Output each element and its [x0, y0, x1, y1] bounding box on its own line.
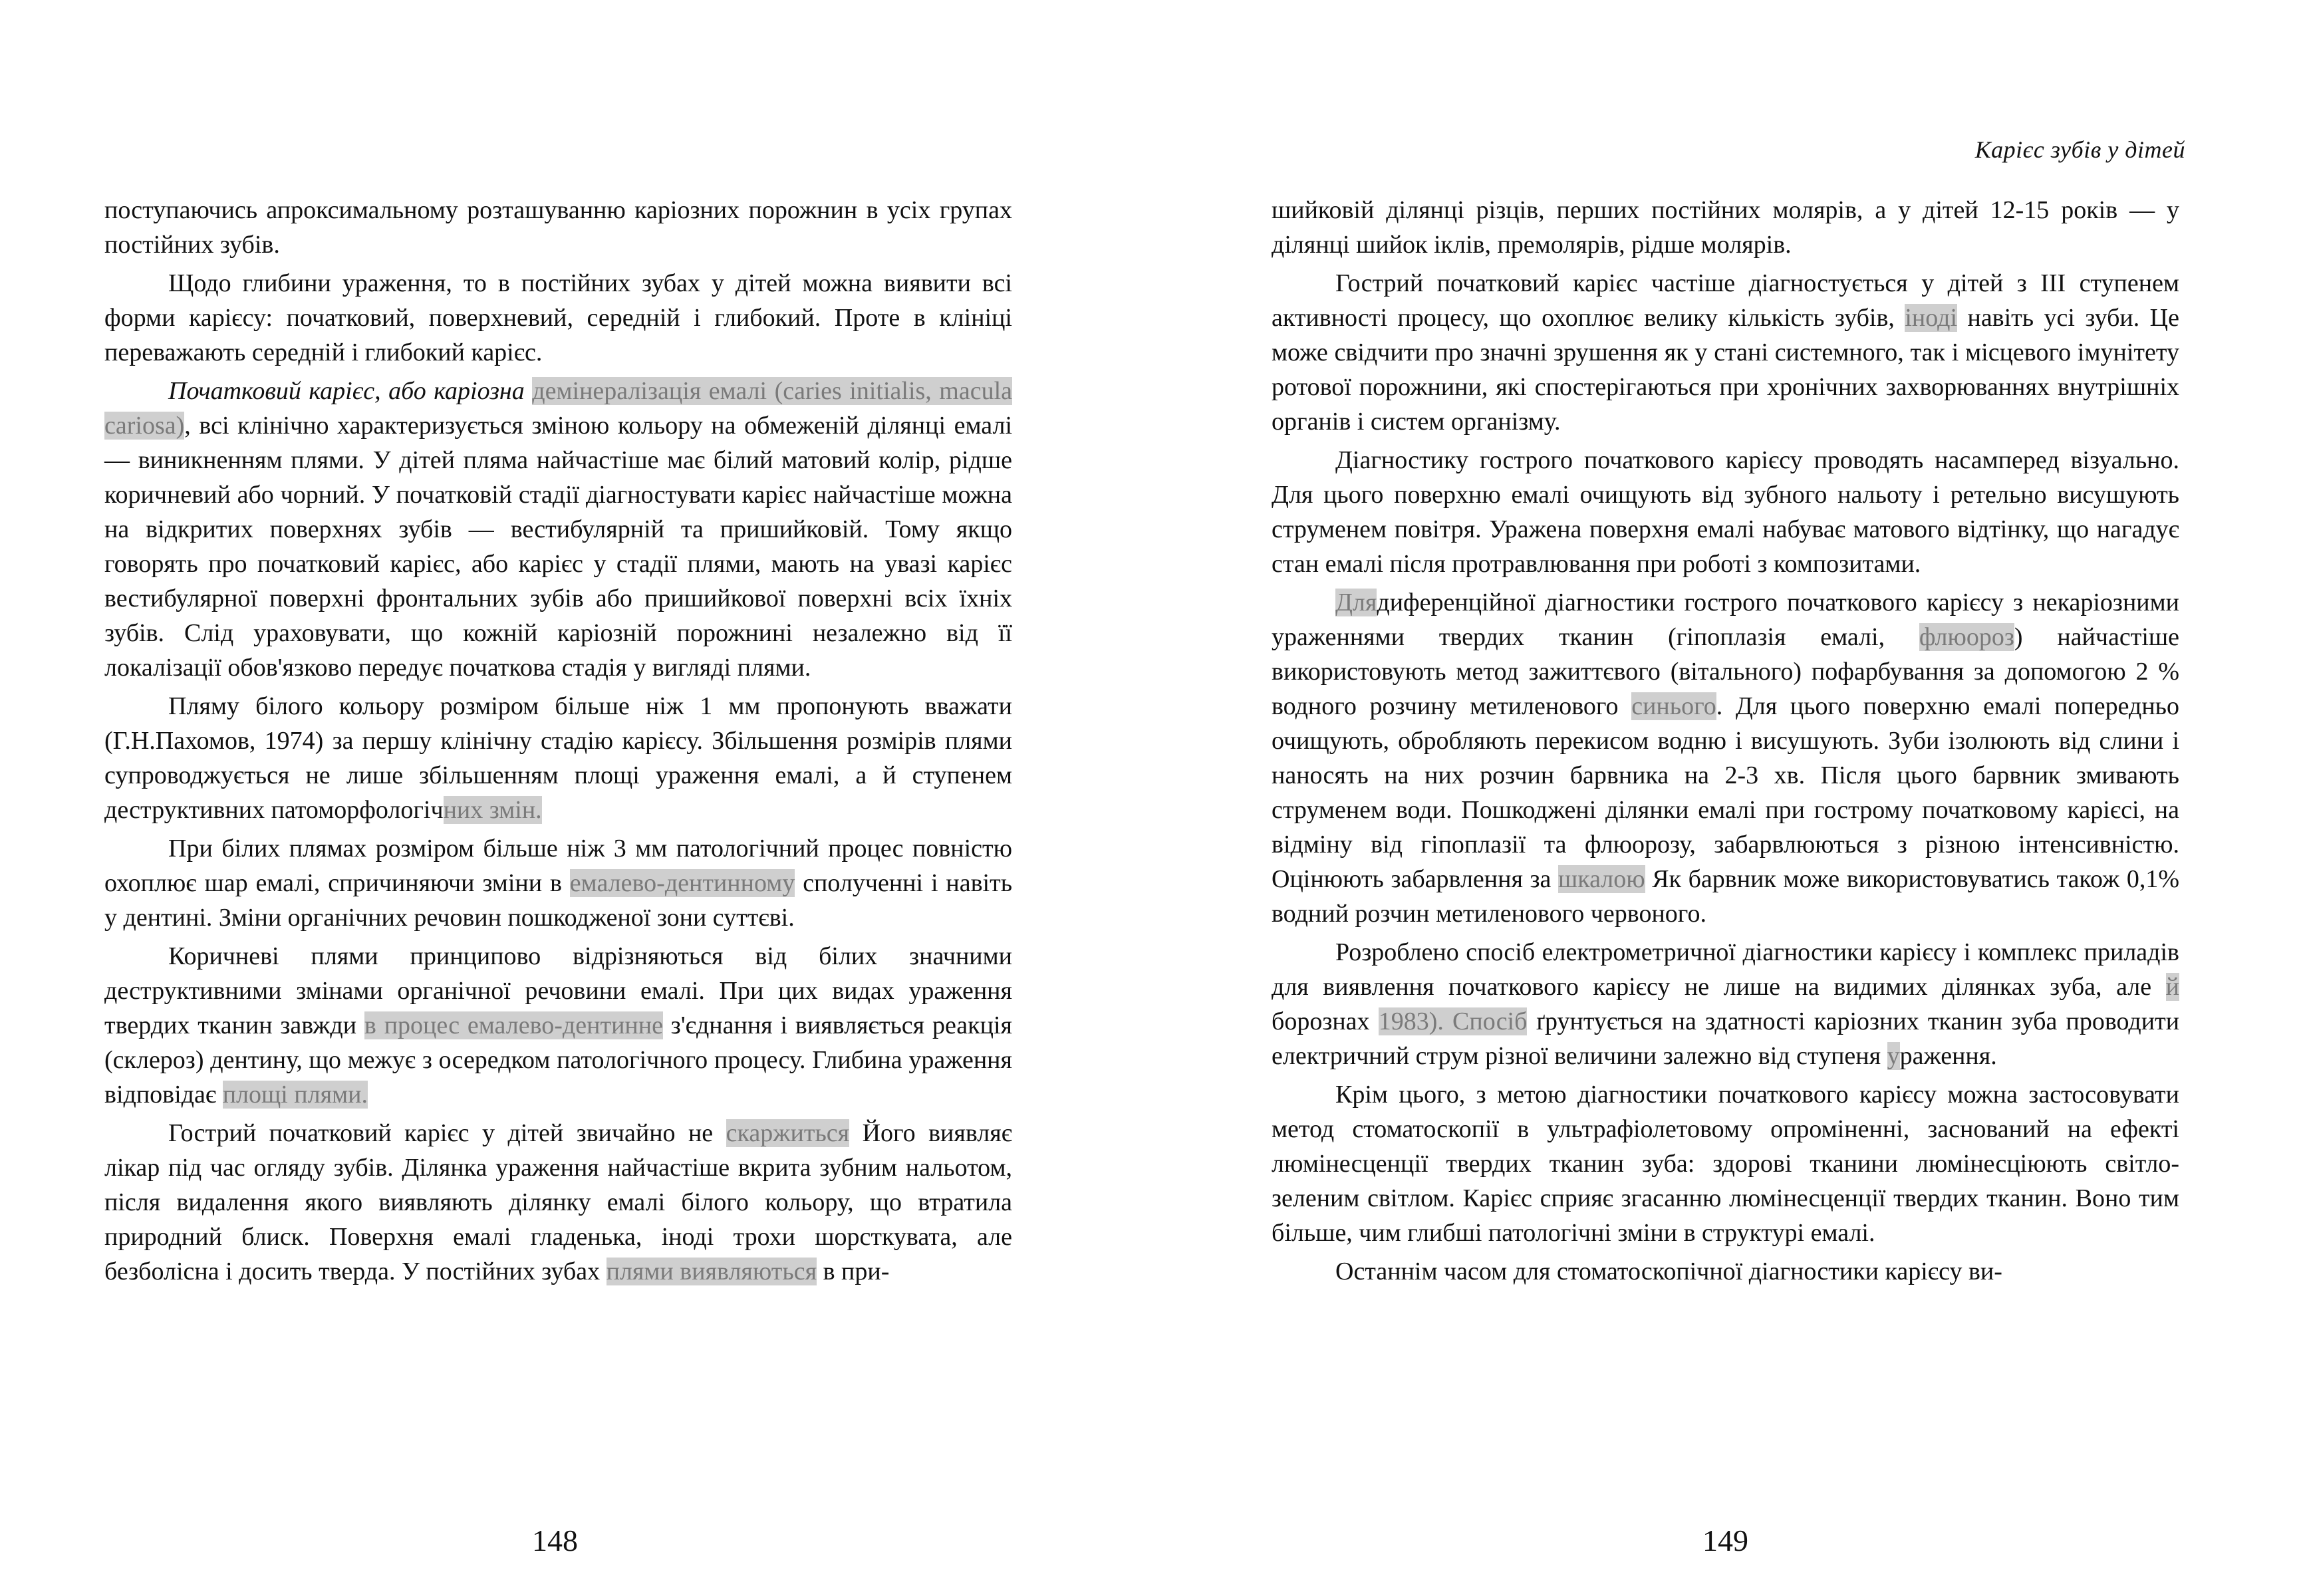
paragraph: Останнім часом для стоматоскопічної діагностики карієсу ви- — [1335, 1258, 2002, 1285]
highlighted-text: в процес емалево-дентинне — [364, 1011, 663, 1039]
highlighted-text: у — [1887, 1042, 1900, 1070]
paragraph: Пляму білого кольору розміром більше ніж 1 мм пропонують вважати (Г.Н.Пахомов, 1974) за першу клінічну стадію карієсу. Збільшення розмірів плями супроводжується не лише збільшенням площі ураження емалі, а й ступенем деструктивних патоморфологічних змін. — [104, 692, 1012, 824]
paragraph: Діагностику гострого початкового карієсу проводять насамперед візуально. Для цього поверхню емалі очищують від зубного нальоту і ретельно висушують струменем повітря. Уражена поверхня емалі набуває матового відтінку, що нагадує стан емалі після протравлювання при роботі з композитами. — [1272, 446, 2179, 578]
paragraph: Длядиференційної діагностики гострого початкового карієсу з некаріозними ураженнями твердих тканин (гіпоплазія емалі, флюороз) найчастіше використовують метод зажиттєвого (вітального) пофарбування за допомогою 2 % водного розчину метиленового синього. Для цього поверхню емалі попередньо очищують, обробляють перекисом водню і висушують. Зуби ізолюють від слини і наносять на них розчин барвника на 2-3 хв. Після цього барвник змивають струменем води. Пошкоджені ділянки емалі при гострому початковому карієсі, на відміну від гіпоплазії та флюорозу, забарвлюються з різною інтенсивністю. Оцінюють забарвлення за шкалою Як барвник може використовуватись також 0,1% водний розчин метиленового червоного. — [1272, 589, 2180, 928]
paragraph: Розроблено спосіб електрометричної діагностики карієсу і комплекс приладів для виявлення початкового карієсу не лише на видимих ділянках зуба, але й борознах 1983). Спосіб ґрунтується на здатності каріозних тканин зуба проводити електричний струм різної величини залежно від ступеня ураження. — [1272, 938, 2180, 1070]
highlighted-text: емалево-дентинному — [569, 869, 795, 897]
right-page — [1148, 0, 2297, 1596]
paragraph: Коричневі плями принципово відрізняються від білих значними деструктивними змінами органічної речовини емалі. При цих видах ураження твердих тканин завжди в процес емалево-дентинне з'єднання і виявляється реакція (склероз) дентину, що межує з осередком патологічного процесу. Глибина ураження відповідає площі плями. — [104, 942, 1012, 1109]
paragraph: Гострий початковий карієс у дітей звичайно не скаржиться Його виявляє лікар під час огляду зубів. Ділянка ураження найчастіше вкрита зубним нальотом, після видалення якого виявляють ділянку емалі білого кольору, що втратила природний блиск. Поверхня емалі гладенька, іноді трохи шорсткувата, але безболісна і досить тверда. У постійних зубах плями виявляються в при- — [104, 1119, 1013, 1285]
paragraph: При білих плямах розміром більше ніж 3 мм патологічний процес повністю охоплює шар емалі, спричиняючи зміни в емалево-дентинному сполученні і навіть у дентині. Зміни органічних речовин пошкодженої зони суттєві. — [104, 835, 1013, 932]
paragraph: поступаючись апроксимальному розташуванню каріозних порожнин в усіх групах постійних зубів. — [104, 196, 1012, 259]
highlighted-text: площі плями. — [222, 1081, 368, 1109]
paragraph: Початковий карієс, або каріозна демінералізація емалі (caries initialis, macula cariosa), всі клінічно характеризується зміною кольору на обмеженій ділянці емалі — виникненням плями. У дітей пляма найчастіше має білий матовий колір, рідше коричневий або чорний. У початковій стадії діагностувати карієс найчастіше можна на відкритих поверхнях зубів — вестибулярній та пришийковій. Тому якщо говорять про початковий карієс, або карієс у стадії плями, мають на увазі карієс вестибулярної поверхні фронтальних зубів або пришийкової поверхні всіх їхніх зубів. Слід ураховувати, що кожній каріозній порожнині незалежно від її локалізації обов'язково передує початкова стадія у вигляді плями. — [104, 377, 1012, 682]
highlighted-text: й — [2165, 973, 2180, 1001]
paragraph: Щодо глибини ураження, то в постійних зубах у дітей можна виявити всі форми карієсу: початковий, поверхневий, середній і глибокий. Проте в клініці переважають середній і глибокий карієс. — [104, 269, 1012, 366]
highlighted-text: іноді — [1905, 304, 1958, 332]
highlighted-text: флюороз — [1919, 623, 2014, 651]
highlighted-text: 1983). Спосіб — [1378, 1007, 1528, 1035]
paragraph: шийковій ділянці різців, перших постійних молярів, а у дітей 12-15 років — у ділянці шийок іклів, премолярів, рідше молярів. — [1272, 196, 2179, 259]
highlighted-text: демінералізація емалі (caries initialis, macula cariosa) — [104, 377, 1012, 440]
left-page-body — [104, 193, 1012, 1293]
highlighted-text: Для — [1335, 589, 1377, 616]
lead-term: Початковий карієс, або каріозна — [168, 377, 525, 405]
paragraph: Крім цього, з метою діагностики початкового карієсу можна застосовувати метод стоматоскопії в ультрафіолетовому опроміненні, заснований на ефекті люмінесценції твердих тканин зуба: здорові тканини люмінесціюють світло-зеленим світлом. Карієс сприяє згасанню люмінесценції твердих тканин. Воно тим більше, чим глибші патологічні зміни в структурі емалі. — [1272, 1081, 2179, 1247]
right-page-body — [1272, 193, 2179, 1293]
page-number: 149 — [1702, 1524, 1748, 1557]
highlighted-text: скаржиться — [726, 1119, 850, 1147]
left-page — [0, 0, 1148, 1596]
highlighted-text: плями виявляються — [606, 1258, 817, 1285]
highlighted-text: синього — [1631, 692, 1716, 720]
running-header: Карієс зубів у дітей — [1974, 136, 2185, 163]
highlighted-text: них змін. — [443, 796, 542, 824]
paragraph: Гострий початковий карієс частіше діагностується у дітей з III ступенем активності процесу, що охоплює велику кількість зубів, іноді навіть усі зуби. Це може свідчити про значні зрушення як у стані системного, так і місцевого імунітету ротової порожнини, які спостерігаються при хронічних захворюваннях внутрішніх органів і систем організму. — [1272, 269, 2179, 436]
page-number: 148 — [532, 1524, 578, 1557]
highlighted-text: шкалою — [1557, 865, 1645, 893]
